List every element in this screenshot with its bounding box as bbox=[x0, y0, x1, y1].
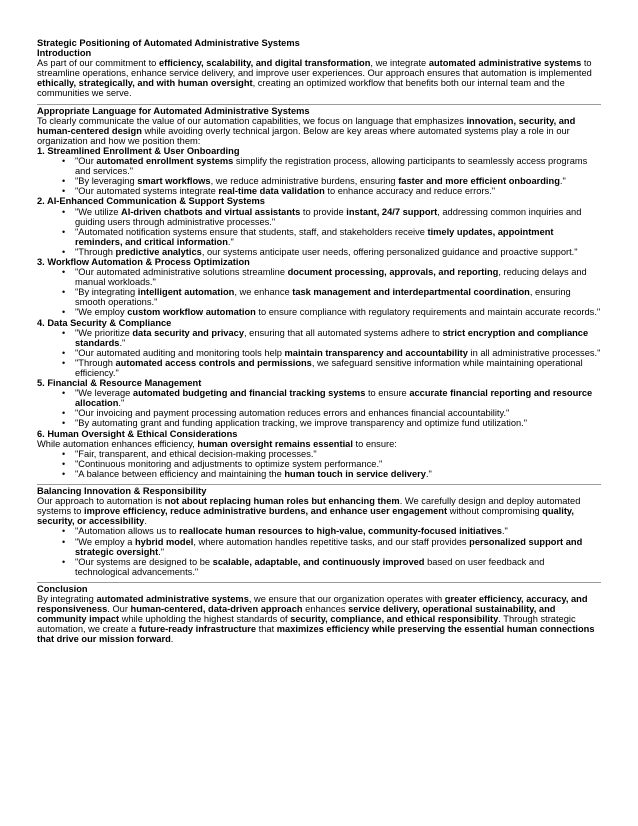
list-item: • "By leveraging smart workflows, we reduce administrative burdens, ensuring faster and more efficient onboarding." bbox=[75, 176, 601, 186]
emphasis-text: timely updates, appointment reminders, and critical information bbox=[75, 226, 554, 247]
list-item: • "Our automated administrative solutions streamline document processing, approvals, and reporting, reducing delays and manual workloads." bbox=[75, 267, 601, 287]
emphasis-text: intelligent automation bbox=[137, 287, 235, 298]
group-title: 5. Financial & Resource Management bbox=[37, 378, 202, 389]
language-heading: Appropriate Language for Automated Administrative Systems bbox=[37, 105, 310, 116]
list-item: • "Automated notification systems ensure that students, staff, and stakeholders receive timely updates, appointment reminders, and critical information." bbox=[75, 227, 601, 247]
emphasis-text: quality, security, or accessibility bbox=[37, 506, 574, 527]
emphasis-text: document processing, approvals, and reporting bbox=[287, 267, 499, 278]
list-item: • "Our automated auditing and monitoring tools help maintain transparency and accountability in all administrative processes." bbox=[75, 348, 601, 358]
list-item: • "Through automated access controls and permissions, we safeguard sensitive information while maintaining operational efficiency." bbox=[75, 358, 601, 378]
list-item: • "Automation allows us to reallocate human resources to high-value, community-focused initiatives." bbox=[75, 526, 601, 536]
emphasis-text: predictive analytics bbox=[115, 246, 202, 257]
emphasis-text: security, compliance, and ethical responsibility bbox=[290, 614, 499, 625]
emphasis-text: automated administrative systems bbox=[96, 593, 249, 604]
list-item: • "We leverage automated budgeting and financial tracking systems to ensure accurate financial reporting and resource allocation." bbox=[75, 388, 601, 408]
conclusion-paragraph: By integrating automated administrative systems, we ensure that our organization operates with greater efficiency, accuracy, and responsiveness. Our human-centered, data-driven approach enhances service delivery, operational sustainability, and community impact while upholding the highest standards of security, compliance, and ethical responsibility. Through strategic automation, we create a future-ready infrastructure that maximizes efficiency while preserving the essential human connections that drive our mission forward. bbox=[37, 593, 595, 645]
intro-heading: Introduction bbox=[37, 48, 92, 59]
emphasis-text: custom workflow automation bbox=[127, 307, 256, 318]
balance-section bbox=[37, 486, 601, 577]
emphasis-text: strict encryption and compliance standards bbox=[75, 327, 589, 348]
list-item: • "Our systems are designed to be scalable, adaptable, and continuously improved based on user feedback and technological advancements." bbox=[75, 557, 601, 577]
list-item: • "Fair, transparent, and ethical decision-making processes." bbox=[75, 449, 601, 459]
emphasis-text: AI-driven chatbots and virtual assistants bbox=[121, 206, 301, 217]
group-title: 1. Streamlined Enrollment & User Onboarding bbox=[37, 145, 240, 156]
bullet-list bbox=[37, 449, 601, 479]
group-3 bbox=[37, 257, 601, 318]
emphasis-text: service delivery, operational sustainability, and community impact bbox=[37, 604, 556, 625]
group-6 bbox=[37, 429, 601, 479]
list-item: • "Through predictive analytics, our systems anticipate user needs, offering personalized guidance and proactive support." bbox=[75, 247, 601, 257]
list-item: • "We employ a hybrid model, where automation handles repetitive tasks, and our staff provides personalized support and strategic oversight." bbox=[75, 537, 601, 557]
group-1 bbox=[37, 146, 601, 196]
emphasis-text: not about replacing human roles but enhancing them bbox=[164, 496, 400, 507]
document-title: Strategic Positioning of Automated Administrative Systems bbox=[37, 38, 300, 48]
emphasis-text: personalized support and strategic oversight bbox=[75, 536, 583, 557]
emphasis-text: efficiency, scalability, and digital transformation bbox=[158, 58, 371, 69]
group-5 bbox=[37, 378, 601, 428]
emphasis-text: ethically, strategically, and with human oversight bbox=[37, 78, 253, 89]
emphasis-text: scalable, adaptable, and continuously improved bbox=[212, 556, 425, 567]
group-lead: While automation enhances efficiency, human oversight remains essential to ensure: bbox=[37, 438, 397, 449]
emphasis-text: human touch in service delivery bbox=[284, 468, 426, 479]
language-section bbox=[37, 106, 601, 479]
group-title: 4. Data Security & Compliance bbox=[37, 317, 172, 328]
list-item: • "We utilize AI-driven chatbots and virtual assistants to provide instant, 24/7 support, addressing common inquiries and guiding users through administrative processes." bbox=[75, 207, 601, 227]
section-divider bbox=[37, 582, 601, 583]
emphasis-text: human oversight remains essential bbox=[197, 438, 353, 449]
balance-paragraph: Our approach to automation is not about replacing human roles but enhancing them. We carefully design and deploy automated systems to improve efficiency, reduce administrative burdens, and enhance user engagement without compromising quality, security, or accessibility. bbox=[37, 496, 581, 527]
list-item: • "By integrating intelligent automation, we enhance task management and interdepartmental coordination, ensuring smooth operations." bbox=[75, 287, 601, 307]
intro-section bbox=[37, 48, 601, 98]
group-title: 6. Human Oversight & Ethical Considerations bbox=[37, 428, 238, 439]
emphasis-text: human-centered, data-driven approach bbox=[130, 604, 303, 615]
emphasis-text: maintain transparency and accountability bbox=[284, 347, 468, 358]
section-divider bbox=[37, 104, 601, 105]
emphasis-text: real-time data validation bbox=[218, 186, 325, 197]
conclusion-heading: Conclusion bbox=[37, 583, 88, 594]
list-item: • "A balance between efficiency and maintaining the human touch in service delivery." bbox=[75, 469, 601, 479]
group-2 bbox=[37, 196, 601, 257]
emphasis-text: hybrid model bbox=[134, 536, 194, 547]
group-title: 3. Workflow Automation & Process Optimization bbox=[37, 256, 250, 267]
balance-heading: Balancing Innovation & Responsibility bbox=[37, 486, 207, 497]
emphasis-text: automated access controls and permissions bbox=[115, 357, 312, 368]
list-item: • "By automating grant and funding application tracking, we improve transparency and optimize fund utilization." bbox=[75, 418, 601, 428]
bullet-list bbox=[37, 328, 601, 378]
emphasis-text: reallocate human resources to high-value, community-focused initiatives bbox=[179, 526, 502, 537]
bullet-list bbox=[37, 388, 601, 428]
language-paragraph: To clearly communicate the value of our automation capabilities, we focus on language that emphasizes innovation, security, and human-centered design while avoiding overly technical jargon. Below are key areas where automated systems play a role in our organization and how we position them: bbox=[37, 115, 576, 146]
emphasis-text: accurate financial reporting and resource allocation bbox=[75, 388, 593, 409]
emphasis-text: maximizes efficiency while preserving the essential human connections that drive our mission forward bbox=[37, 624, 595, 645]
emphasis-text: innovation, security, and human-centered design bbox=[37, 115, 576, 136]
emphasis-text: automated budgeting and financial tracking systems bbox=[132, 388, 366, 399]
list-item: • "Our invoicing and payment processing automation reduces errors and enhances financial accountability." bbox=[75, 408, 601, 418]
emphasis-text: smart workflows bbox=[137, 176, 211, 187]
bullet-list bbox=[37, 207, 601, 257]
emphasis-text: instant, 24/7 support bbox=[346, 206, 438, 217]
emphasis-text: faster and more efficient onboarding bbox=[398, 176, 560, 187]
bullet-list bbox=[37, 267, 601, 317]
emphasis-text: automated enrollment systems bbox=[96, 156, 234, 167]
list-item: • "Our automated enrollment systems simplify the registration process, allowing participants to seamlessly access programs and services." bbox=[75, 156, 601, 176]
emphasis-text: greater efficiency, accuracy, and responsiveness bbox=[37, 593, 588, 615]
emphasis-text: automated administrative systems bbox=[428, 58, 582, 69]
list-item: • "Continuous monitoring and adjustments to optimize system performance." bbox=[75, 459, 601, 469]
conclusion-section bbox=[37, 584, 601, 645]
intro-paragraph: As part of our commitment to efficiency, scalability, and digital transformation, we integrate automated administrative systems to streamline operations, enhance service delivery, and improve user experiences. Our approach ensures that automation is implemented ethically, strategically, and with human oversight, creating an optimized workflow that benefits both our internal team and the communities we serve. bbox=[37, 58, 592, 99]
list-item: • "We employ custom workflow automation to ensure compliance with regulatory requirements and maintain accurate records." bbox=[75, 307, 601, 317]
bullet-list bbox=[37, 156, 601, 196]
list-item: • "We prioritize data security and privacy, ensuring that all automated systems adhere to strict encryption and compliance standards." bbox=[75, 328, 601, 348]
section-divider bbox=[37, 484, 601, 485]
list-item: • "Our automated systems integrate real-time data validation to enhance accuracy and reduce errors." bbox=[75, 186, 601, 196]
group-title: 2. AI-Enhanced Communication & Support Systems bbox=[37, 196, 265, 207]
emphasis-text: data security and privacy bbox=[132, 327, 244, 338]
emphasis-text: improve efficiency, reduce administrative burdens, and enhance user engagement bbox=[84, 506, 448, 517]
emphasis-text: task management and interdepartmental coordination bbox=[292, 287, 530, 298]
group-4 bbox=[37, 318, 601, 379]
emphasis-text: future-ready infrastructure bbox=[138, 624, 257, 635]
bullet-list bbox=[37, 526, 601, 576]
